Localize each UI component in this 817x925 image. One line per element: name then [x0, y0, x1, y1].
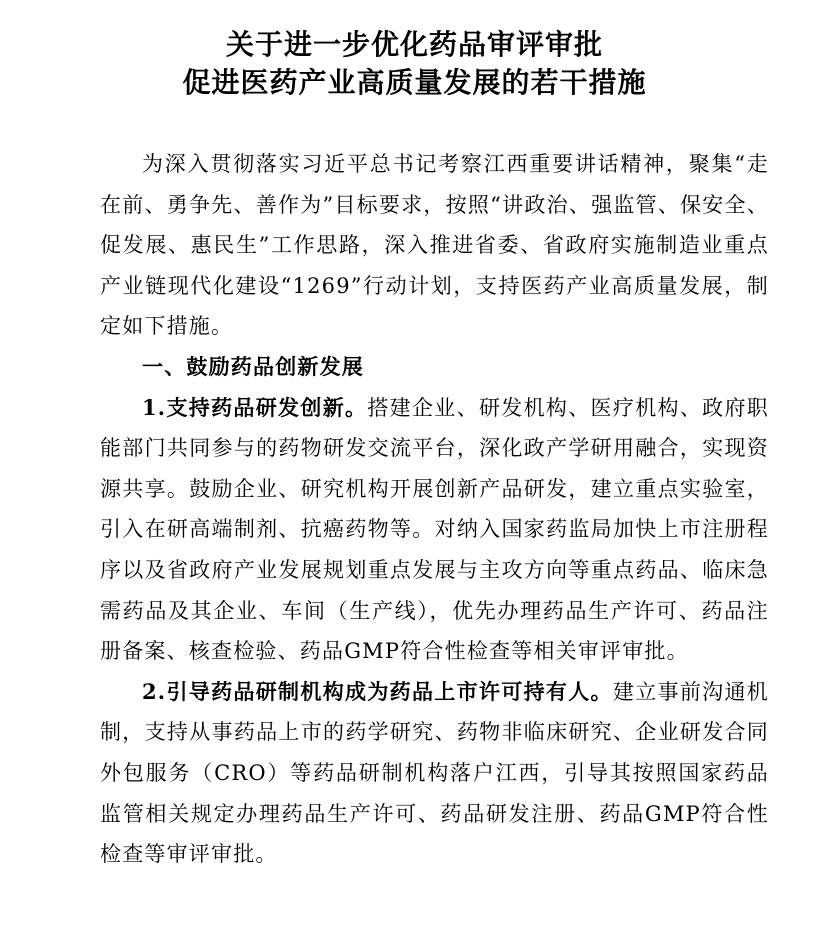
- document-title: [100, 26, 769, 102]
- item-text-2: 建立事前沟通机制，支持从事药品上市的药学研究、药物非临床研究、企业研发合同外包服务（CRO）等药品研制机构落户江西，引导其按照国家药品监管相关规定办理药品生产许可、药品研发注册、药品GMP符合性检查等审评审批。: [100, 679, 770, 867]
- item-lead-1: 1.支持药品研发创新。: [142, 394, 368, 420]
- document-body: [100, 144, 769, 875]
- item-text-1: 搭建企业、研发机构、医疗机构、政府职能部门共同参与的药物研发交流平台，深化政产学研用融合，实现资源共享。鼓励企业、研究机构开展创新产品研发，建立重点实验室，引入在研高端制剂、抗癌药物等。对纳入国家药监局加快上市注册程序以及省政府产业发展规划重点发展与主攻方向等重点药品、临床急需药品及其企业、车间（生产线），优先办理药品生产许可、药品注册备案、核查检验、药品GMP符合性检查等相关审评审批。: [100, 395, 769, 664]
- item-paragraph-1: [100, 388, 769, 672]
- item-lead-2: 2.引导药品研制机构成为药品上市许可持有人。: [142, 678, 613, 704]
- item-paragraph-2: [100, 672, 769, 875]
- title-line-2: 促进医药产业高质量发展的若干措施: [182, 66, 647, 99]
- title-line-1: 关于进一步优化药品审评审批: [225, 28, 603, 61]
- section-heading: 一、鼓励药品创新发展: [142, 354, 364, 379]
- intro-paragraph: 为深入贯彻落实习近平总书记考察江西重要讲话精神，聚集“走在前、勇争先、善作为”目标要求，按照“讲政治、强监管、保安全、促发展、惠民生”工作思路，深入推进省委、省政府实施制造业重点产业链现代化建设“1269”行动计划，支持医药产业高质量发展，制定如下措施。: [100, 152, 769, 339]
